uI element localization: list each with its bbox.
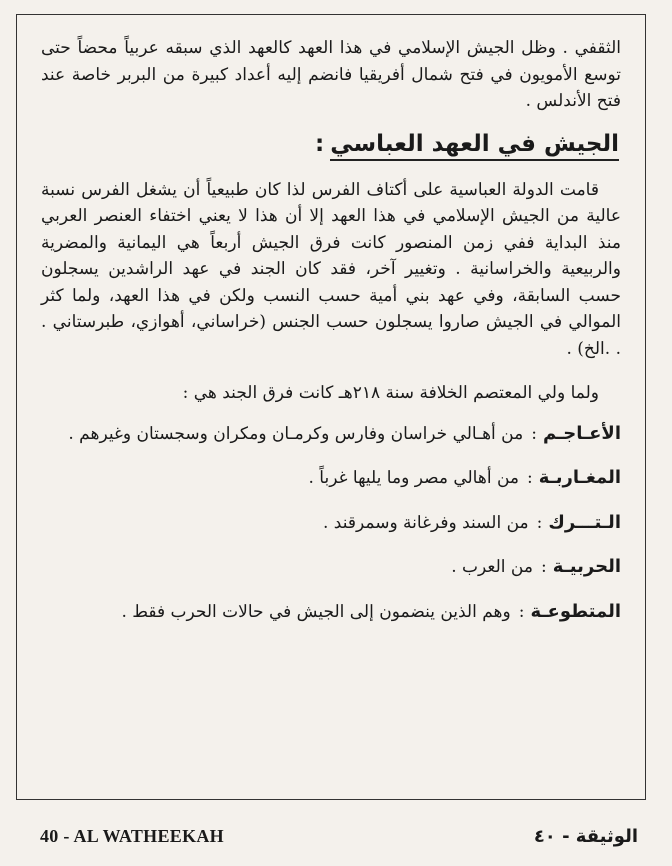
- division-item: المتطوعـة:وهم الذين ينضمون إلى الجيش في حالات الحرب فقط .: [121, 600, 621, 622]
- division-term: المغـاربـة: [538, 467, 621, 488]
- division-item: الحربيـة:من العرب .: [451, 556, 621, 577]
- section-heading: [41, 131, 621, 157]
- division-desc: من السند وفرغانة وسمرقند .: [323, 512, 529, 533]
- section-heading-colon: :: [315, 130, 325, 157]
- division-desc: من أهـالي خراسان وفارس وكرمـان ومكران وسجستان وغيرهم .: [68, 423, 524, 444]
- division-desc: من العرب .: [451, 557, 533, 577]
- page-footer: [0, 826, 672, 856]
- division-term: الـتـــرك: [548, 511, 621, 533]
- division-desc: من أهالي مصر وما يليها غرباً .: [308, 468, 519, 488]
- page-frame: [16, 14, 646, 800]
- division-desc: وهم الذين ينضمون إلى الجيش في حالات الحرب فقط .: [121, 601, 511, 622]
- division-term: الأعـاجـم: [542, 422, 621, 444]
- division-term: المتطوعـة: [530, 600, 621, 622]
- division-item: الـتـــرك:من السند وفرغانة وسمرقند .: [323, 511, 621, 533]
- intro-paragraph: الثقفي . وظل الجيش الإسلامي في هذا العهد كالعهد الذي سبقه عربياً محضاً حتى توسع الأمويون في فتح شمال أفريقيا فانضم إليه أعداد كبيرة من البربر خاصة عند فتح الأندلس .: [41, 38, 621, 111]
- section-heading-text: الجيش في العهد العباسي: [330, 131, 619, 161]
- mutasim-paragraph: ولما ولي المعتصم الخلافة سنة ٢١٨هـ كانت فرق الجند هي :: [182, 383, 599, 403]
- divisions-list: [41, 421, 621, 626]
- main-paragraph: قامت الدولة العباسية على أكتاف الفرس لذا كان طبيعياً أن يشغل الفرس نسبة عالية من الجيش الإسلامي في هذا العهد إلا أن هذا لا يعني اختفاء العنصر العربي منذ البداية ففي زمن المنصور كانت فرق الجيش أربعاً هي اليمانية والمضرية والربيعية والخراسانية . وتغيير آخر، فقد كان الجند في عهد الراشدين يسجلون حسب السابقة، وفي عهد بني أمية حسب النسب ولكن في هذا العهد، ولما كثر الموالي في الجيش صاروا يسجلون حسب الجنس (خراساني، أهوازي، طبرستاني . . .الخ) .: [41, 179, 621, 359]
- division-term: الحربيـة: [552, 556, 621, 577]
- division-item: الأعـاجـم:من أهـالي خراسان وفارس وكرمـان ومكران وسجستان وغيرهم .: [68, 422, 621, 444]
- division-item: المغـاربـة:من أهالي مصر وما يليها غرباً .: [308, 467, 621, 488]
- footer-arabic-page: الوثيقة - ٤٠: [533, 826, 638, 847]
- footer-english-page: 40 - AL WATHEEKAH: [40, 826, 224, 846]
